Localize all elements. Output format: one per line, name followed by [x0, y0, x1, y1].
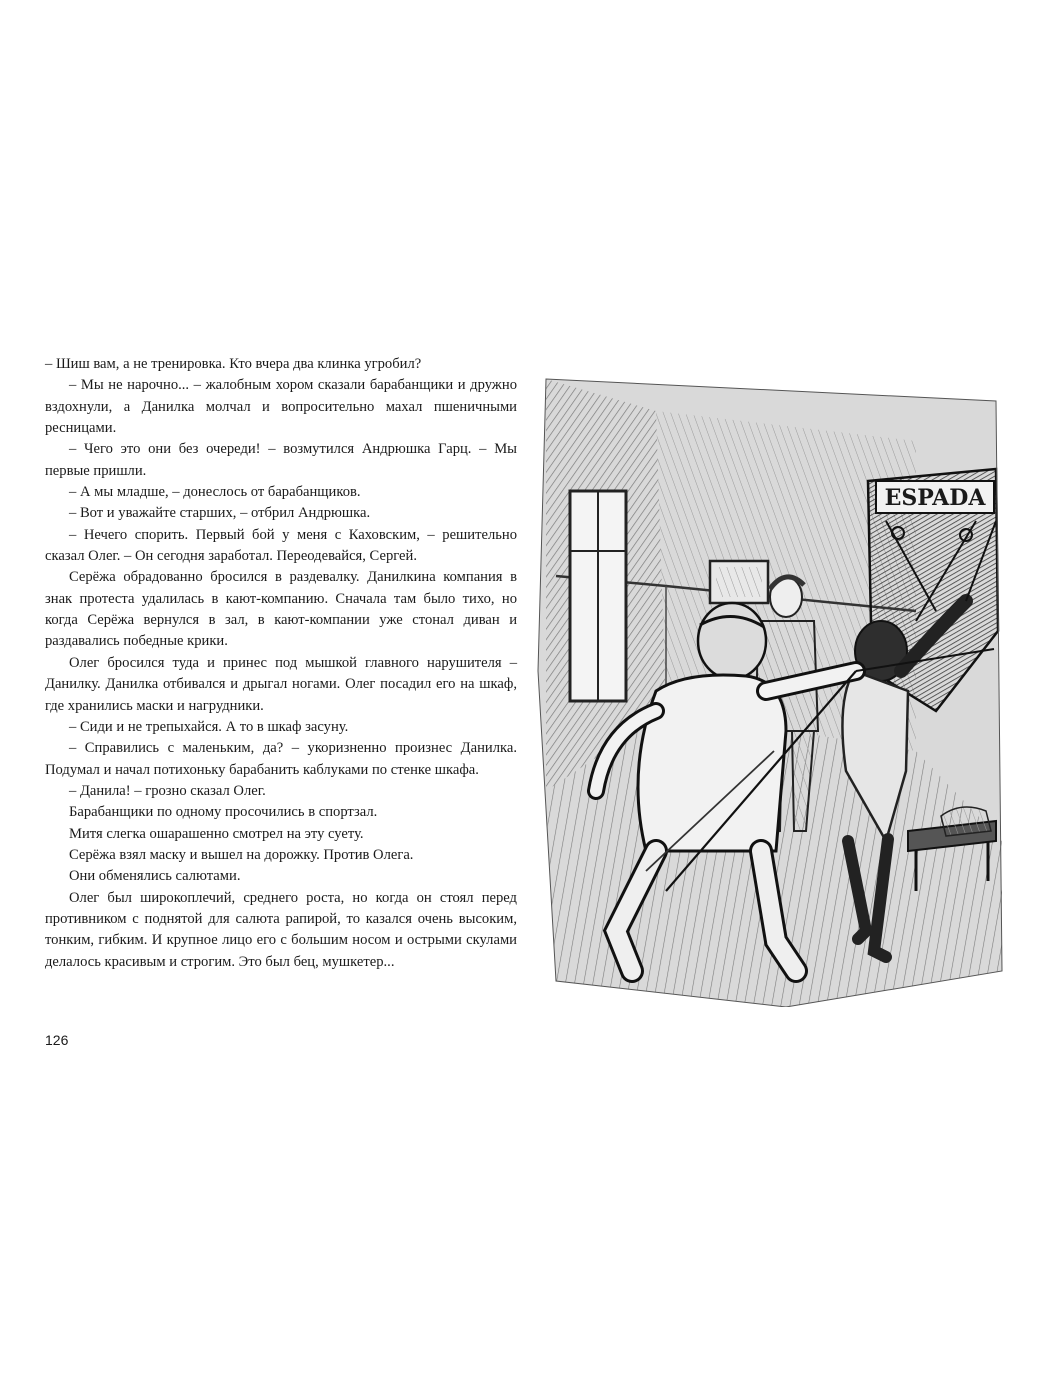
paragraph: Олег был широкоплечий, среднего роста, но когда он стоял перед противником с поднятой для салюта рапирой, то казался очень высоким, тонким, гибким. И крупное лицо его с большим носом и острыми скулами делалось красивым и строгим. Это был бец, мушкетер...: [45, 889, 517, 970]
paragraph: – Нечего спорить. Первый бой у меня с Каховским, – решительно сказал Олег. – Он сегодня заработал. Переодевайся, Сергей.: [45, 526, 517, 565]
paragraph: – Мы не нарочно... – жалобным хором сказали барабанщики и дружно вздохнули, а Данилка молчал и вопросительно махал пшеничными ресницами.: [45, 377, 517, 437]
paragraph: – Шиш вам, а не тренировка. Кто вчера два клинка угробил?: [45, 356, 422, 372]
banner-text: ESPADA: [884, 485, 986, 511]
paragraph: – Данила! – грозно сказал Олег.: [69, 782, 266, 799]
paragraph: – Справились с маленьким, да? – укоризненно произнес Данилка. Подумал и начал потихоньку барабанить каблуками по стенке шкафа.: [45, 740, 517, 778]
paragraph: Барабанщики по одному просочились в спортзал.: [69, 804, 378, 821]
paragraph: – А мы младше, – донеслось от барабанщиков.: [69, 484, 361, 501]
paragraph: – Сиди и не трепыхайся. А то в шкаф засуну.: [69, 718, 349, 735]
paragraph: Олег бросился туда и принес под мышкой главного нарушителя – Данилку. Данилка отбивался и дрыгал ногами. Олег посадил его на шкаф, где хранились маски и нагрудники.: [45, 654, 517, 714]
paragraph: Они обменялись салютами.: [69, 868, 241, 885]
paragraph: Митя слегка ошарашенно смотрел на эту суету.: [69, 825, 364, 842]
text-column: [45, 354, 517, 973]
paragraph: Серёжа взял маску и вышел на дорожку. Против Олега.: [69, 846, 414, 863]
paragraph: – Чего это они без очереди! – возмутился Андрюшка Гарц. – Мы первые пришли.: [45, 441, 517, 479]
fencing-illustration: [536, 371, 1006, 1007]
paragraph: Серёжа обрадованно бросился в раздевалку. Данилкина компания в знак протеста удалилась в кают-компанию. Сначала там было тихо, но когда Серёжа вернулся в зал, в кают-компании уже стонал диван и раздавались победные крики.: [45, 569, 517, 650]
paragraph: – Вот и уважайте старших, – отбрил Андрюшка.: [69, 505, 371, 522]
page-number: 126: [45, 1032, 69, 1048]
